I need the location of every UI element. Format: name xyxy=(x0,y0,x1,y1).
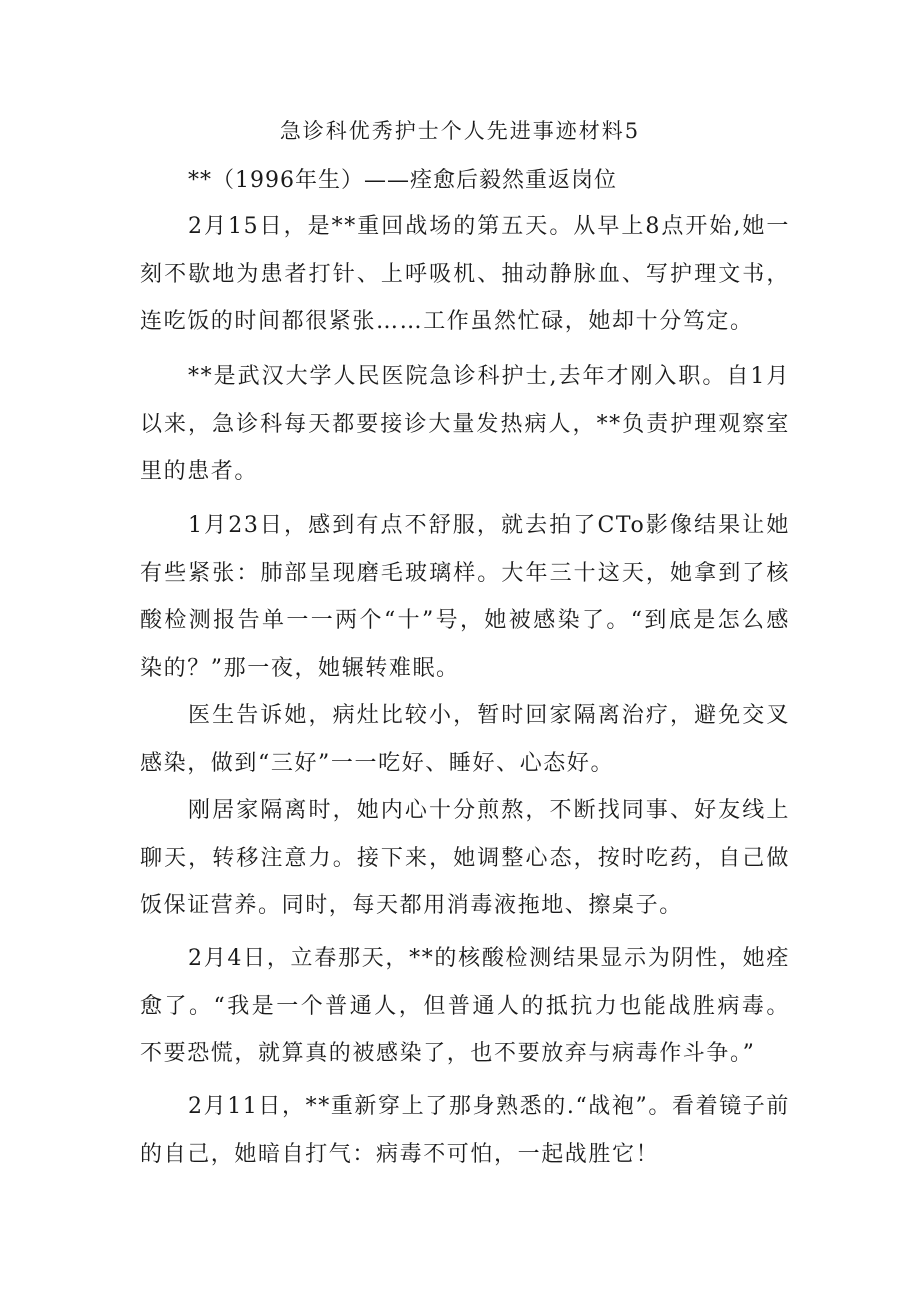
document-title: 急诊科优秀护士个人先进事迹材料5 xyxy=(279,119,641,143)
paragraph-7: 2月11日，**重新穿上了那身熟悉的.“战袍”。看着镜子前的自己，她暗自打气：病毒不可怕，一起战胜它！ xyxy=(140,1094,790,1167)
document-subtitle: **（1996年生）——痊愈后毅然重返岗位 xyxy=(188,168,617,193)
paragraph-3: 1月23日，感到有点不舒服，就去拍了CTo影像结果让她有些紧张：肺部呈现磨毛玻璃样。大年三十这天，她拿到了核酸检测报告单一一两个“十”号，她被感染了。“到底是怎么感染的？”那一夜，她辗转难眠。 xyxy=(140,513,790,681)
paragraph-1: 2月15日，是**重回战场的第五天。从早上8点开始,她一刻不歇地为患者打针、上呼吸机、抽动静脉血、写护理文书，连吃饭的时间都很紧张……工作虽然忙碌，她却十分笃定。 xyxy=(140,214,790,334)
paragraph-5: 刚居家隔离时，她内心十分煎熬，不断找同事、好友线上聊天，转移注意力。接下来，她调整心态，按时吃药，自己做饭保证营养。同时，每天都用消毒液拖地、擦桌子。 xyxy=(140,798,790,918)
paragraph-4: 医生告诉她，病灶比较小，暂时回家隔离治疗，避免交叉感染，做到“三好”一一吃好、睡好、心态好。 xyxy=(140,703,790,776)
paragraph-6: 2月4日，立春那天，**的核酸检测结果显示为阴性，她痊愈了。“我是一个普通人，但普通人的抵抗力也能战胜病毒。不要恐慌，就算真的被感染了，也不要放弃与病毒作斗争。” xyxy=(140,946,790,1066)
paragraph-2: **是武汉大学人民医院急诊科护士,去年才刚入职。自1月以来，急诊科每天都要接诊大量发热病人，**负责护理观察室里的患者。 xyxy=(140,364,790,484)
